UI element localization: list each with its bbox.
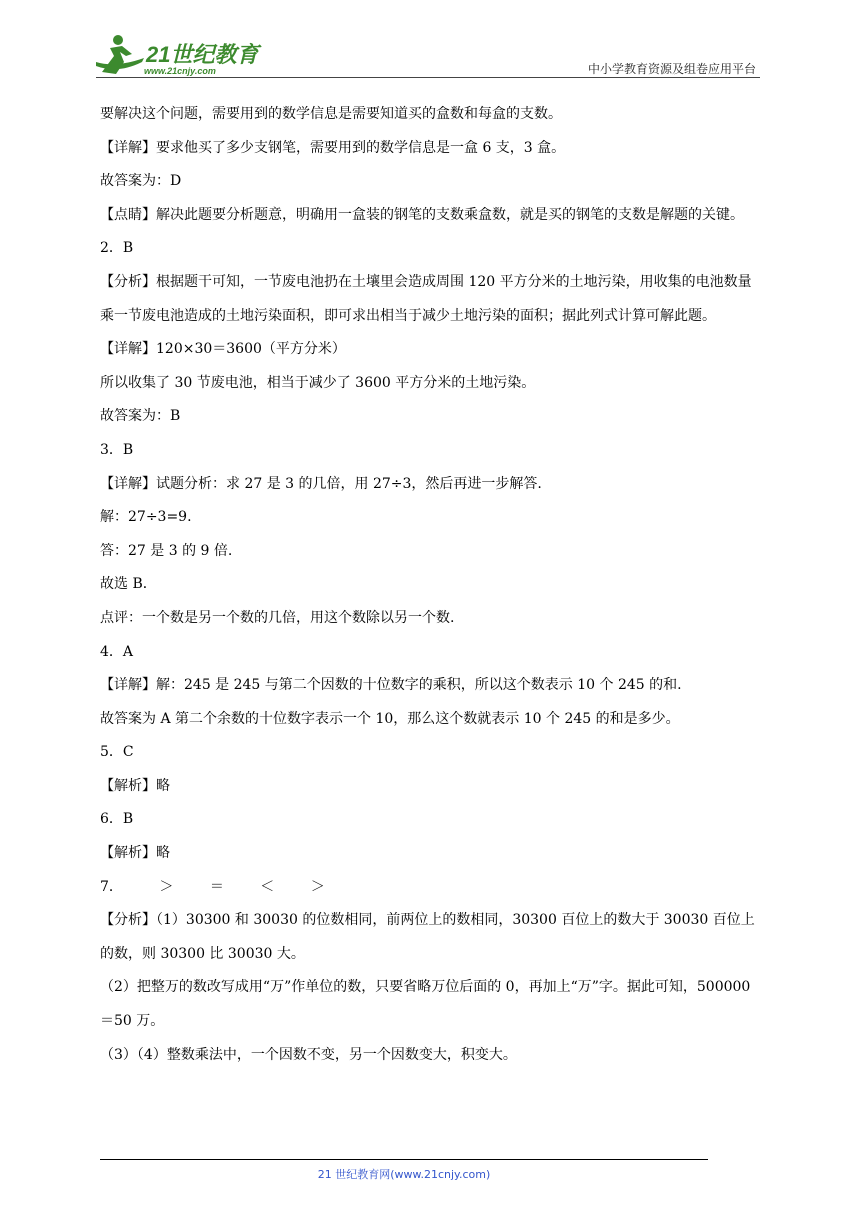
question-number: 4．A: [100, 643, 134, 660]
text-line: 【详解】解：245 是 245 与第二个因数的十位数字的乘积，所以这个数表示 10 个 245 的和.: [100, 677, 682, 694]
question-number: 5．C: [100, 744, 134, 761]
text-line: 故答案为：B: [100, 408, 181, 425]
text-line: 【解析】略: [100, 777, 170, 794]
text-paragraph: 【分析】根据题干可知，一节废电池扔在土壤里会造成周围 120 平方分米的土地污染，用收集的电池数量乘一节废电池造成的土地污染面积，即可求出相当于减少土地污染的面积；据此列式计算可解此题。: [100, 273, 752, 324]
logo-21cnjy: [96, 32, 296, 78]
text-line: 要解决这个问题，需要用到的数学信息是需要知道买的盒数和每盒的支数。: [100, 106, 562, 122]
text-line: 【详解】试题分析：求 27 是 3 的几倍，用 27÷3，然后再进一步解答.: [100, 475, 542, 492]
text-line: 故选 B．: [100, 576, 157, 593]
text-line: 点评：一个数是另一个数的几倍，用这个数除以另一个数.: [100, 609, 455, 626]
text-line: 【详解】120×30＝3600（平方分米）: [100, 341, 346, 358]
logo-title: 21世纪教育: [146, 42, 259, 67]
text-line: 故答案为 A 第二个余数的十位数字表示一个 10，那么这个数就表示 10 个 245 的和是多少。: [100, 710, 680, 727]
platform-name: 中小学教育资源及组卷应用平台: [587, 62, 756, 76]
text-line: 解：27÷3=9.: [100, 509, 192, 526]
text-line: （3）（4）整数乘法中，一个因数不变，另一个因数变大，积变大。: [100, 1046, 517, 1063]
text-line: 所以收集了 30 节废电池，相当于减少了 3600 平方分米的土地污染。: [100, 374, 536, 391]
text-paragraph: 【分析】（1）30300 和 30030 的位数相同，前两位上的数相同，30300 百位上的数大于 30030 百位上的数，则 30300 比 30030 大。: [100, 912, 755, 962]
text-paragraph: 【点睛】解决此题要分析题意，明确用一盒装的钢笔的支数乘盒数，就是买的钢笔的支数是解题的关键。: [100, 206, 744, 223]
question-number: 6．B: [100, 811, 134, 828]
comparison-symbol: ＝: [209, 878, 224, 895]
footer-text: 21 世纪教育网(www.21cnjy.com): [317, 1168, 491, 1181]
question-number: 7．: [100, 878, 123, 895]
question-number: 3．B: [100, 441, 134, 458]
comparison-symbol: ＜: [260, 878, 275, 895]
text-paragraph: （2）把整万的数改写成用“万”作单位的数，只要省略万位后面的 0，再加上“万”字。据此可知，500000＝50 万。: [100, 979, 751, 1030]
footer-divider: [100, 1159, 708, 1160]
comparison-symbol: ＞: [159, 878, 174, 895]
logo-url: www.21cnjy.com: [144, 66, 216, 76]
text-line: 【详解】要求他买了多少支钢笔，需要用到的数学信息是一盒 6 支，3 盒。: [100, 139, 566, 156]
question-number: 2．B: [100, 240, 134, 257]
text-line: 故答案为：D: [100, 173, 182, 190]
header-divider: [96, 77, 760, 78]
page-header: [96, 32, 760, 78]
answer-content: [100, 98, 764, 1072]
text-line: 答：27 是 3 的 9 倍.: [100, 542, 233, 559]
comparison-answers: [100, 871, 764, 905]
comparison-symbol: ＞: [310, 878, 325, 895]
text-line: 【解析】略: [100, 845, 170, 862]
